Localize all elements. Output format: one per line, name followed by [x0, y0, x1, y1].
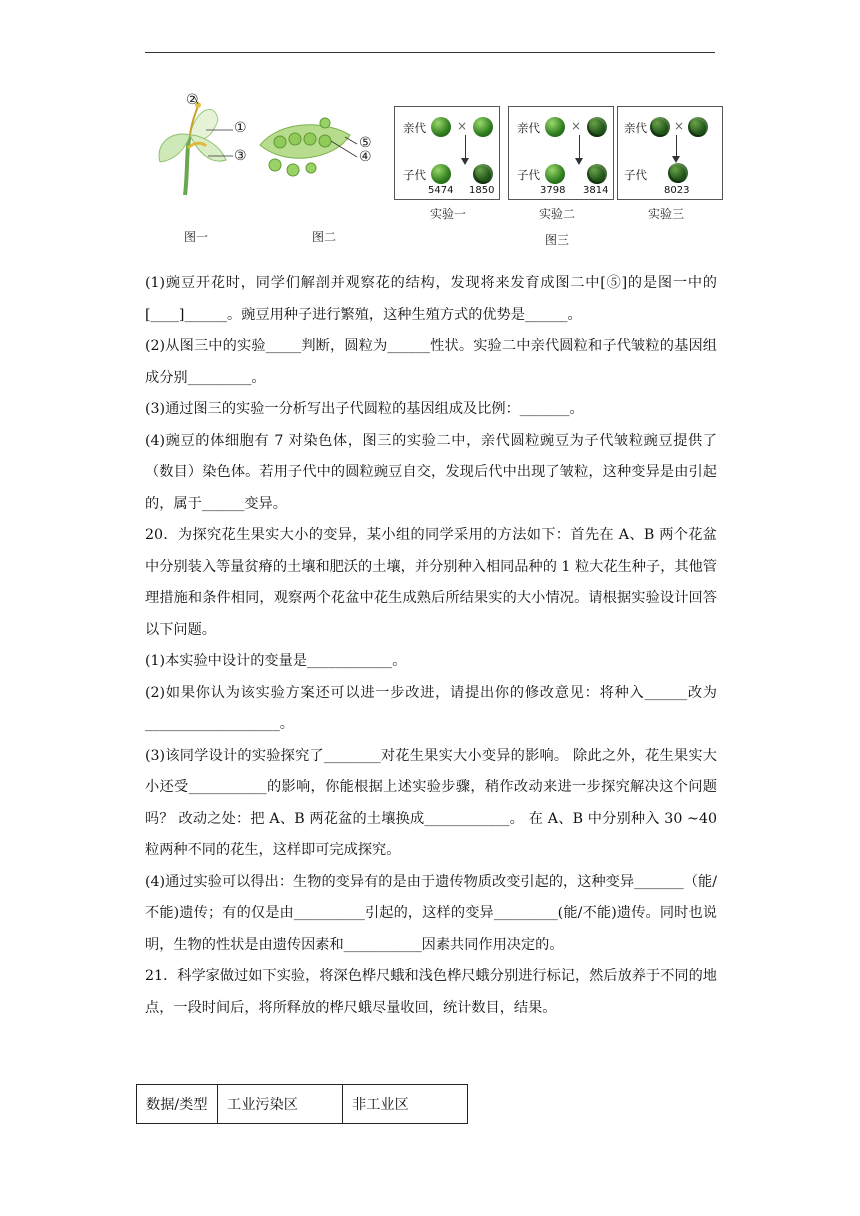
- experiment-2-caption: 实验二: [539, 207, 576, 221]
- round-pea-icon: [545, 117, 565, 137]
- q20-part2: (2)如果你认为该实验方案还可以进一步改进，请提出你的修改意见：将种入______改为___________________。: [145, 684, 717, 732]
- q21-stem: 21．科学家做过如下实验，将深色桦尺蛾和浅色桦尺蛾分别进行标记，然后放养于不同的地点，一段时间后，将所释放的桦尺蛾尽量收回，统计数目，结果。: [145, 968, 717, 1016]
- wrinkled-pea-icon: [587, 117, 607, 137]
- data-table: [136, 1084, 468, 1124]
- count-round: 3798: [540, 185, 566, 196]
- table-header-cell: 数据/类型: [137, 1085, 218, 1124]
- arrow-icon: [465, 135, 466, 159]
- pea-flower-figure: [140, 90, 260, 200]
- child-label: 子代: [517, 168, 540, 182]
- child-label: 子代: [624, 168, 647, 182]
- q20-part4: (4)通过实验可以得出：生物的变异有的是由于遗传物质改变引起的，这种变异_______（能/不能)遗传；有的仅是由__________引起的，这样的变异_________(能/不能)遗传。同时也说明，生物的性状是由遗传因素和___________因素共同作用决定的。: [145, 873, 717, 953]
- header-rule: [145, 52, 715, 53]
- count-wrinkled: 8023: [664, 185, 690, 196]
- fig1-marker-2: ②: [186, 92, 199, 108]
- table-header-cell: 非工业区: [343, 1085, 468, 1124]
- round-pea-icon: [473, 117, 493, 137]
- fig2-marker-4: ④: [359, 149, 372, 165]
- q19-part4: (4)豌豆的体细胞有 7 对染色体，图三的实验二中，亲代圆粒豌豆为子代皱粒豌豆提供了（数目）染色体。若用子代中的圆粒豌豆自交，发现后代中出现了皱粒，这种变异是由引起的，属于______变异。: [145, 432, 717, 512]
- parent-label: 亲代: [403, 121, 426, 135]
- cross-symbol: ×: [457, 119, 468, 133]
- q20-stem: 20．为探究花生果实大小的变异，某小组的同学采用的方法如下：首先在 A、B 两个花盆中分别装入等量贫瘠的土壤和肥沃的土壤，并分别种入相同品种的 1 粒大花生种子，其他管理措施和条件相同，观察两个花盆中花生成熟后所结果实的大小情况。请根据实验设计回答以下问题。: [145, 527, 717, 638]
- count-wrinkled: 1850: [469, 185, 495, 196]
- experiment-3-caption: 实验三: [648, 207, 685, 221]
- fig2-caption: 图二: [312, 230, 337, 244]
- parent-label: 亲代: [624, 121, 647, 135]
- fig1-marker-3: ③: [234, 148, 247, 164]
- fig2-marker-5: ⑤: [359, 135, 372, 151]
- arrow-icon: [579, 135, 580, 159]
- round-pea-icon: [431, 164, 451, 184]
- count-round: 5474: [428, 185, 454, 196]
- fig1-caption: 图一: [184, 230, 209, 244]
- question-body: [145, 268, 717, 1024]
- q20-part1: (1)本实验中设计的变量是____________。: [145, 653, 407, 669]
- table-header-row: [137, 1085, 468, 1124]
- cross-symbol: ×: [674, 119, 685, 133]
- arrow-icon: [676, 135, 677, 157]
- experiment-2-panel: [508, 106, 614, 200]
- wrinkled-pea-icon: [473, 164, 493, 184]
- q19-part2: (2)从图三中的实验_____判断，圆粒为______性状。实验二中亲代圆粒和子代皱粒的基因组成分别_________。: [145, 338, 717, 386]
- experiment-3-panel: [617, 106, 723, 200]
- experiment-1-panel: [394, 106, 500, 200]
- fig3-caption: 图三: [545, 233, 570, 247]
- experiment-1-caption: 实验一: [430, 207, 467, 221]
- fig1-marker-1: ①: [234, 120, 247, 136]
- wrinkled-pea-icon: [587, 164, 607, 184]
- wrinkled-pea-icon: [688, 117, 708, 137]
- parent-label: 亲代: [517, 121, 540, 135]
- wrinkled-pea-icon: [650, 117, 670, 137]
- child-label: 子代: [403, 168, 426, 182]
- table-header-cell: 工业污染区: [218, 1085, 343, 1124]
- count-wrinkled: 3814: [583, 185, 609, 196]
- q20-part3: (3)该同学设计的实验探究了________对花生果实大小变异的影响。 除此之外，花生果实大小还受___________的影响，你能根据上述实验步骤，稍作改动来进一步探究解决这个问题吗？ 改动之处：把 A、B 两花盆的土壤换成____________。 在 A、B 中分别种入 30 ~40 粒两种不同的花生，这样即可完成探究。: [145, 747, 717, 858]
- wrinkled-pea-icon: [668, 163, 688, 183]
- q19-part3: (3)通过图三的实验一分析写出子代圆粒的基因组成及比例：_______。: [145, 401, 584, 417]
- round-pea-icon: [431, 117, 451, 137]
- round-pea-icon: [545, 164, 565, 184]
- cross-symbol: ×: [571, 119, 582, 133]
- q19-part1: (1)豌豆开花时，同学们解剖并观察花的结构，发现将来发育成图二中[⑤]的是图一中的[____]______。豌豆用种子进行繁殖，这种生殖方式的优势是______。: [145, 275, 717, 323]
